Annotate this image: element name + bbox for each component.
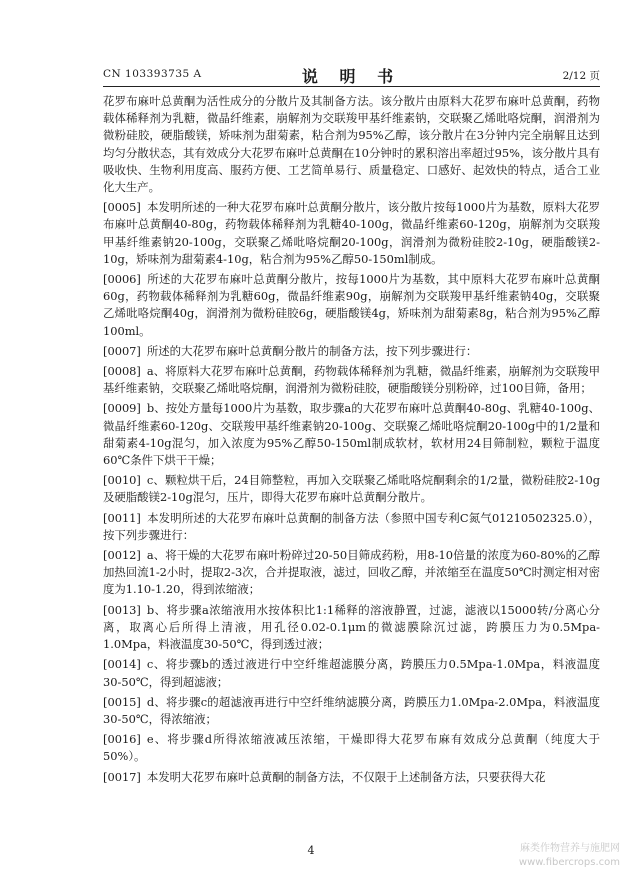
paragraph-text: b、按处方量每1000片为基数，取步骤a的大花罗布麻叶总黄酮40-80g、乳糖40-100g、微晶纤维素60-120g、交联羧甲基纤维素钠20-100g、交联聚乙烯吡咯烷酮20-100g中的1/2量和甜菊素4-10g混匀，加入浓度为95%乙醇50-150ml制成软材，软材用24目筛制粒，颗粒于温度60℃条件下烘干干燥； [103, 401, 600, 468]
paragraph-number: [0017] [103, 769, 141, 784]
paragraph [103, 510, 600, 544]
publication-number: CN 103393735 A [103, 68, 202, 80]
paragraph-text: a、将原料大花罗布麻叶总黄酮，药物载体稀释剂为乳糖，微晶纤维素，崩解剂为交联羧甲基纤维素钠，交联聚乙烯吡咯烷酮，润滑剂为微粉硅胶，硬脂酸镁分别粉碎，过100目筛，备用； [103, 364, 600, 396]
page-header [103, 64, 600, 87]
document-body [103, 93, 600, 789]
paragraph-list [103, 199, 600, 786]
paragraph-number: [0014] [103, 657, 141, 672]
paragraph [103, 363, 600, 397]
paragraph-text: e、将步骤d所得浓缩液减压浓缩，干燥即得大花罗布麻有效成分总黄酮（纯度大于50%）。 [103, 732, 600, 764]
paragraph [103, 547, 600, 599]
paragraph-text: c、将步骤b的透过液进行中空纤维超滤膜分离，跨膜压力0.5Mpa-1.0Mpa，料液温度30-50℃，得到超滤液； [103, 657, 600, 689]
watermark-line2: www.fibercrops.com [518, 857, 620, 868]
paragraph-text: b、将步骤a浓缩液用水按体积比1:1稀释的溶液静置，过滤，滤液以15000转/分离心分离，取离心后所得上清液，用孔径0.02-0.1μm的微滤膜除沉过滤，跨膜压力为0.5Mpa-1.0Mpa，料液温度30-50℃，得到透过液； [103, 602, 600, 652]
paragraph-text: 本发明所述的大花罗布麻叶总黄酮的制备方法（参照中国专利C氮气01210502325.0），按下列步骤进行： [103, 510, 600, 542]
paragraph [103, 602, 600, 654]
paragraph-number: [0016] [103, 732, 141, 747]
paragraph [103, 199, 600, 268]
paragraph [103, 694, 600, 728]
paragraph [103, 656, 600, 690]
paragraph [103, 731, 600, 765]
paragraph-text: 所述的大花罗布麻叶总黄酮分散片的制备方法，按下列步骤进行： [146, 343, 478, 358]
paragraph-number: [0010] [103, 473, 141, 488]
watermark-line1: 麻类作物营养与施肥网 [520, 843, 620, 854]
watermark [492, 842, 620, 870]
intro-paragraph: 花罗布麻叶总黄酮为活性成分的分散片及其制备方法。该分散片由原料大花罗布麻叶总黄酮，药物载体稀释剂为乳糖，微晶纤维素，崩解剂为交联羧甲基纤维素钠，交联聚乙烯吡咯烷酮，润滑剂为微粉硅胶，硬脂酸镁，矫味剂为甜菊素，粘合剂为95%乙醇，该分散片在3分钟内完全崩解且达到均匀分散状态，其有效成分大花罗布麻叶总黄酮在10分钟时的累积溶出率超过95%，该分散片具有吸收快、生物利用度高、服药方便、工艺简单易行、质量稳定、口感好、起效快的特点，适合工业化大生产。 [103, 94, 600, 195]
paragraph-text: d、将步骤c的超滤液再进行中空纤维纳滤膜分离，跨膜压力1.0Mpa-2.0Mpa，料液温度30-50℃，得浓缩液； [103, 694, 600, 726]
paragraph-text: 本发明所述的一种大花罗布麻叶总黄酮分散片，该分散片按每1000片为基数，原料大花罗布麻叶总黄酮40-80g，药物载体稀释剂为乳糖40-100g，微晶纤维素60-120g，崩解剂为交联羧甲基纤维素钠20-100g，交联聚乙烯吡咯烷酮20-100g，润滑剂为微粉硅胶2-10g，硬脂酸镁2-10g，矫味剂为甜菊素4-10g，粘合剂为95%乙醇50-150ml制成。 [103, 200, 600, 266]
paragraph [103, 472, 600, 506]
paragraph-number: [0005] [103, 200, 141, 215]
paragraph [103, 769, 600, 786]
paragraph-text: 本发明大花罗布麻叶总黄酮的制备方法，不仅限于上述制备方法，只要获得大花 [146, 769, 546, 784]
paragraph-number: [0006] [103, 272, 141, 287]
paragraph-text: a、将干燥的大花罗布麻叶粉碎过20-50目筛成药粉，用8-10倍量的浓度为60-80%的乙醇加热回流1-2小时，提取2-3次，合并提取液，滤过，回收乙醇，并浓缩至在温度50℃时测定相对密度为1.10-1.20，得到浓缩液； [103, 548, 600, 597]
paragraph-number: [0011] [103, 510, 141, 525]
paragraph-number: [0008] [103, 364, 141, 379]
paragraph [103, 271, 600, 340]
paragraph [103, 400, 600, 469]
paragraph [103, 343, 600, 360]
paragraph-number: [0013] [103, 602, 141, 617]
paragraph-number: [0009] [103, 401, 141, 416]
paragraph-number: [0015] [103, 694, 141, 709]
page-number: 4 [307, 844, 315, 857]
paragraph-text: c、颗粒烘干后，24目筛整粒，再加入交联聚乙烯吡咯烷酮剩余的1/2量，微粉硅胶2-10g及硬脂酸镁2-10g混匀，压片，即得大花罗布麻叶总黄酮分散片。 [103, 473, 600, 505]
paragraph-number: [0012] [103, 548, 141, 563]
page-indicator: 2/12 页 [562, 70, 600, 82]
document-title: 说 明 书 [301, 67, 402, 86]
paragraph-text: 所述的大花罗布麻叶总黄酮分散片，按每1000片为基数，其中原料大花罗布麻叶总黄酮60g，药物载体稀释剂为乳糖60g，微晶纤维素90g，崩解剂为交联羧甲基纤维素钠40g，交联聚乙烯吡咯烷酮40g，润滑剂为微粉硅胶6g，硬脂酸镁4g，矫味剂为甜菊素8g，粘合剂为95%乙醇100ml。 [103, 272, 600, 338]
paragraph-number: [0007] [103, 343, 141, 358]
